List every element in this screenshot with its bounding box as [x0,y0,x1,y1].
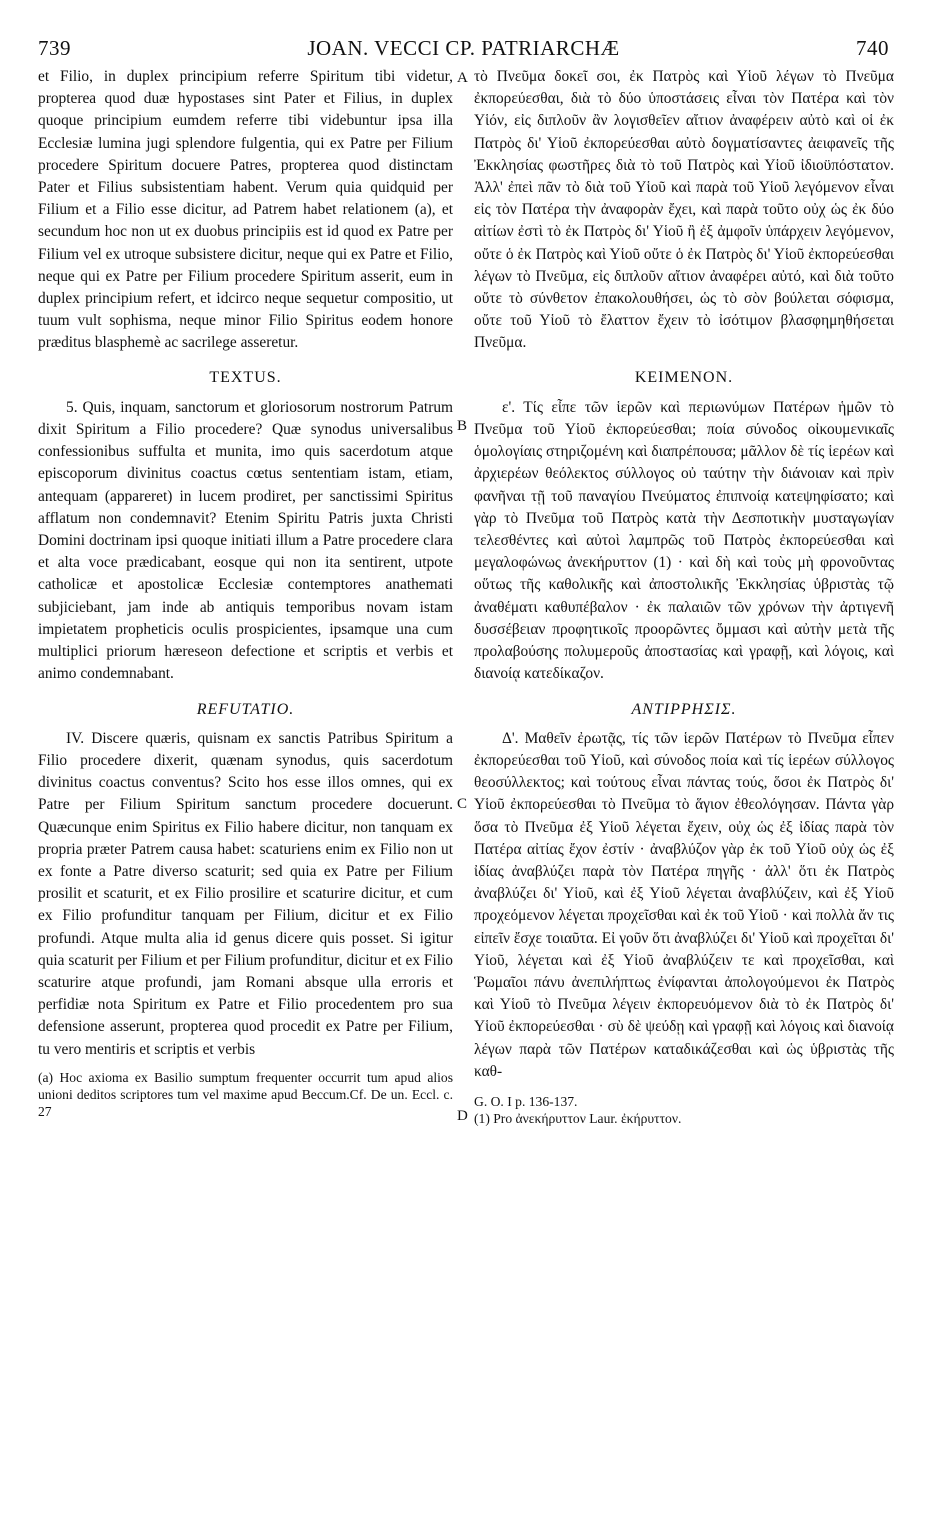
latin-column [38,66,453,1120]
heading-keimenon: ΚΕΙΜΕΝΟΝ. [634,368,734,386]
margin-marker-c: C [457,796,468,812]
margin-marker-b: B [457,418,468,434]
margin-marker-a: A [457,70,468,86]
page-header [38,36,889,66]
greek-footnote: (1) Pro ἀνεκήρυττον Laur. ἐκήρυττον. [474,1110,682,1126]
greek-keimenon-paragraph: ε'. Τίς εἶπε τῶν ἱερῶν καὶ περιωνύμων Πατέρων ἡμῶν τὸ Πνεῦμα τοῦ Υἱοῦ ἐκπορεύεσθαι; ποία σύνοδος οἰκουμενικαῖς ὁμολογίαις στηριζομένη καὶ διαπρέπουσα; μᾶλλον δὲ τίς ἱερέων καὶ ἀρχιερέων θεόλεκτος σύλλογος οὐ ταύτην τὴν διάνοιαν καὶ πρὶν φανῆναι τῇ τοῦ παναγίου Πνεύματος ἐπιπνοίᾳ κατεψηφίσατο; καὶ γὰρ τὸ Πνεῦμα τοῦ Πατρὸς κατὰ τὴν Δεσποτικὴν μυσταγωγίαν τελεσθέντες καὶ αὐτοὶ λαμπρῶς τοῦ Πατρὸς ἐκπορεύεσθαι καὶ μεγαλοφώνως ἀνεκήρυττον (1) · καὶ δὴ καὶ τοὺς μὴ φρονοῦντας οὕτως τῆς καθολικῆς καὶ ἀποστολικῆς Ἐκκλησίας ὑβριστὰς τῷ ἀναθέματι καθυπέβαλον · ἐκ παλαιῶν τῶν χρόνων τὴν ἀρτιγενῆ δυσσέβειαν προφητικοῖς προορῶντες ὄμμασι καὶ αὐτὴν μετὰ τῆς προλαβούσης πολυμεροῦς ἀποστασίας καὶ γραφῇ, καὶ λόγοις, καὶ διανοίᾳ κατεδίκαζον. [474,398,894,683]
heading-textus: TEXTUS. [209,368,282,386]
heading-refutatio: REFUTATIO. [196,701,295,719]
latin-footnote: (a) Hoc axioma ex Basilio sumptum frequenter occurrit tum apud alios unioni deditos scriptores tum vel maxime apud Beccum.Cf. De un. Eccl. c. 27 [38,1069,453,1119]
running-title: JOAN. VECCI CP. PATRIARCHÆ [307,36,620,60]
page-number-left: 739 [38,36,71,60]
greek-intro-paragraph: τὸ Πνεῦμα δοκεῖ σοι, ἐκ Πατρὸς καὶ Υἱοῦ λέγων τὸ Πνεῦμα ἐκπορεύεσθαι, διὰ τὸ δύο ὑποστάσεις εἶναι τὸν Πατέρα καὶ τὸν Υἱόν, εἰς διπλοῦν ἂν λογισθεῖεν αἴτιον ἀναφέρειν αὐτὸ καὶ οἱ ἐκ Πατρὸς δι' Υἱοῦ ἐκπορεύεσθαι αὐτὸ δογματίσαντες ἀειφανεῖς τῆς Ἐκκλησίας φωστῆρες διὰ τὸ τοῦ Πατρὸς καὶ Υἱοῦ ἰδιοϋπόστατον. Ἀλλ' ἐπεὶ πᾶν τὸ διὰ τοῦ Υἱοῦ καὶ παρὰ τοῦ Υἱοῦ λεγόμενον εἶναι εἰς τὸν Πατέρα τὴν ἀναφορὰν ἔχει, καὶ παρὰ τοῦτο οὐχ ὡς ἐκ δύο αἰτίων ἐστὶ τὸ ἐκ Πατρὸς δι' Υἱοῦ ἢ ἐξ ἀμφοῖν ὑπάρχειν λεγόμενον, οὔτε ὁ ἐκ Πατρὸς καὶ Υἱοῦ οὔτε ὁ ἐκ Πατρὸς δι' Υἱοῦ ἐκπορεύεσθαι λέγων τὸ Πνεῦμα, εἰς διπλοῦν αἴτιον ἀναφέρει αὐτό, καὶ διὰ τοῦτο οὔτε τὸ σύνθετον ἐπακολουθήσει, ὡς τὸ σὸν βούλεται σόφισμα, οὔτε τοῦ Υἱοῦ τὸ ἔλαττον ἔχειν τὸ ἰσότιμον βλασφημηθήσεται Πνεῦμα. [474,68,894,352]
greek-antirrhesis-paragraph: Δ'. Μαθεῖν ἐρωτᾷς, τίς τῶν ἱερῶν Πατέρων τὸ Πνεῦμα εἶπεν ἐκπορεύεσθαι τοῦ Υἱοῦ, καὶ σύνοδος ποία καὶ τίς ἱερέων σύλλογος θεοσύλλεκτος; καὶ τούτους εἶναι πάντας τούς, ὅσοι ἐκ Πατρὸς δι' Υἱοῦ ἐκπορεύεσθαι τὸ Πνεῦμα τὸ ἅγιον ἐθεολόγησαν. Πάντα γὰρ ὅσα τὸ Πνεῦμα ἐξ Υἱοῦ λέγεται ἔχειν, οὐχ ὡς ἐξ ἰδίας παρὰ τὸν Πατέρα αἰτίας ἔχον ἐστίν · ἀναβλύζον γὰρ ἐκ τοῦ Υἱοῦ οὐχ ὡς ἐξ ἰδίας ἀναβλύζει παρὰ τὸν Πατέρα πηγῆς · ἀλλ' ὅτι ἐκ Πατρὸς ἀναβλύζει δι' Υἱοῦ, καὶ ἐξ Υἱοῦ λέγεται ἀναβλύζειν, καὶ ἐξ Υἱοῦ προχεόμενον λέγεται προχεῖσθαι καὶ ἐκ τοῦ Υἱοῦ · καὶ πολλὰ ἄν τις εἰπεῖν ἔσχε τοιαῦτα. Εἰ γοῦν ὅτι ἀναβλύζει δι' Υἱοῦ καὶ προχεῖται δι' Υἱοῦ, λέγεται καὶ ἐξ Υἱοῦ ἀναβλύζειν τε καὶ προχεῖσθαι, καὶ Ῥωμαῖοι πάνυ ἀνεπιλήπτως ἐνίφανται ἀπολογούμενοι ἐκ Πατρὸς καὶ Υἱοῦ τὸ Πνεῦμα λέγειν ἐκπορευόμενον διὰ τὸ ἐκ Πατρὸς δι' Υἱοῦ ἐκπορεύεσθαι · σὺ δὲ ψεύδῃ καὶ γραφῇ καὶ λόγοις καὶ διανοίᾳ λέγων παρὰ τῶν Πατέρων καταδικάζεσθαι καὶ ὡς ὑβριστὰς τῆς καθ- [474,729,894,1080]
greek-column [474,66,894,1127]
latin-textus-paragraph: 5. Quis, inquam, sanctorum et gloriosorum nostrorum Patrum dixit Spiritum a Filio procedere? Quæ synodus universalibus confessionibus suffulta et munita, imo quis sacerdotum atque episcoporum divinitus coactus cœtus sententiam istam, etiam, antequam (appareret) in lucem prodiret, per sanctissimi Spiritus afflatum non condemnavit? Etenim Spiritu Patris juxta Christi Domini doctrinam ipsi quoque initiati illum a Patre procedere clara et alta voce prædicabant, eosque qui non ita sentirent, utpote catholicæ et apostolicæ Ecclesiæ contemptores anathemati subjiciebant, jam inde ab antiquis temporibus novam istam impietatem propheticis oculis prospicientes, ipsamque una cum multiplici priorum hæreseon defectione et scriptis et verbis et animo condemnabant. [38,398,453,683]
page-number-right: 740 [856,36,889,60]
latin-refutatio-paragraph: IV. Discere quæris, quisnam ex sanctis Patribus Spiritum a Filio procedere dixerit, quænam synodus, quis sacerdotum divinitus coactus conventus? Scito hos esse illos omnes, qui ex Patre per Filium Spiritum sanctum procedere docuerunt. Quæcunque enim Spiritus ex Filio habere dicitur, non tanquam ex propria præter Patrem causa habet: scaturiens enim ex Filio non ut ex fonte a Patre diverso scaturit; sed quia ex Patre per Filium prosilit et scaturit, et ex Filio prosilire et scaturire dicitur, et cum ex Filio profunditur tanquam per Filium, dicitur et ex Filio profundi. Atque multa alia id genus dicere quis posset. Si igitur quia scaturit per Filium et per Filium profunditur, dicitur et ex Filio scaturire atque profundi, jam Romani absque ulla erroris et perfidiæ nota Spiritum ex Patre et Filio procedentem pro sua defensione asserunt, propterea quod procedit ex Patre per Filium, tu vero mentiris et scriptis et verbis [38,729,453,1058]
margin-marker-d: D [457,1108,468,1124]
latin-intro-paragraph: et Filio, in duplex principium referre Spiritum tibi videtur, propterea quod duæ hypostases sint Pater et Filius, in duplex quoque principium eumdem referre tibi videbuntur ipsa illa Ecclesiæ lumina jugi splendore fulgentia, qui ex Patre per Filium procedere Spiritum docuere Patres, propterea quod distinctam Pater et Filius subsistentiam habent. Verum quia quidquid per Filium et a Filio esse dicitur, ad Patrem habet relationem (a), et secundum hoc non ut ex duobus principiis est id quod ex Patre per Filium vel ex utroque subsistere dicitur, neque qui ex Patre et Filio, neque qui ex Patre per Filium procedere Spiritum asserit, eum in duplex principium refert, et idcirco neque sequetur compositio, ut tuum vult sophisma, neque minor Filio Spiritus eodem honore præditus blasphemè ac sacrilege asseretur. [38,68,453,352]
heading-antirrhesis: ΑΝΤΙΡΡΗΣΙΣ. [631,701,737,719]
greek-footnote-reference: G. O. I p. 136-137. [474,1093,578,1109]
